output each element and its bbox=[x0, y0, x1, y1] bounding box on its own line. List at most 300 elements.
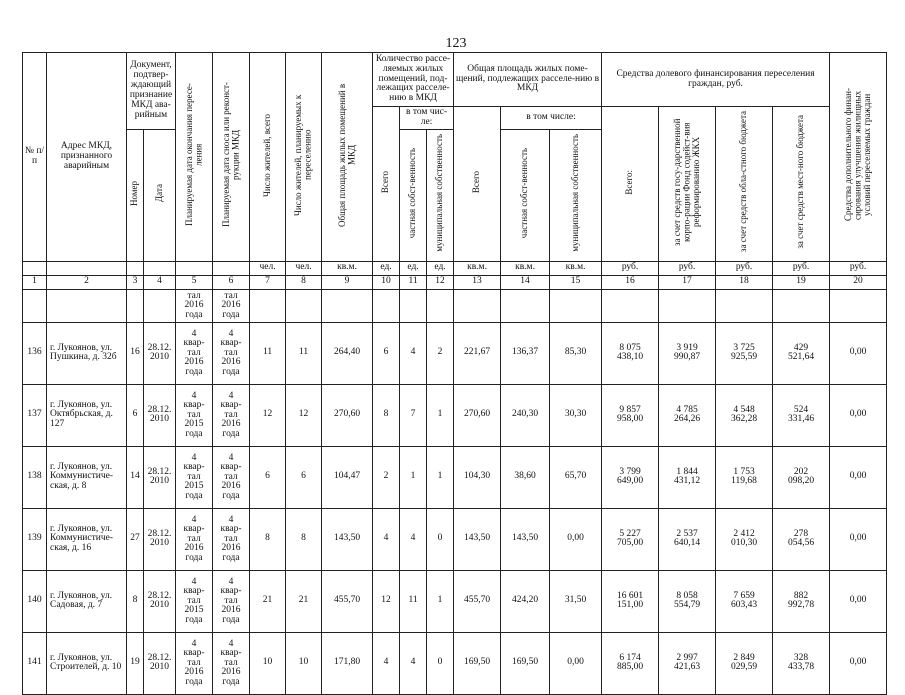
date-line: года bbox=[222, 428, 240, 439]
row-num: 136 bbox=[23, 322, 47, 384]
money-line: 331,46 bbox=[787, 414, 815, 425]
money-line: 5 227 bbox=[619, 528, 641, 539]
money-line: 8 058 bbox=[676, 590, 698, 601]
column-number-cell: 12 bbox=[427, 275, 454, 289]
resettlement-table-container bbox=[22, 52, 886, 695]
unit-cell bbox=[23, 261, 47, 275]
date-line: 2016 bbox=[184, 667, 204, 678]
date-line: года bbox=[222, 552, 240, 563]
date-line: тал bbox=[224, 347, 238, 358]
money-line: 521,64 bbox=[787, 352, 815, 363]
money-line: 438,10 bbox=[616, 352, 644, 363]
row-residents-total: 10 bbox=[250, 632, 286, 694]
row-area-private: 169,50 bbox=[501, 632, 550, 694]
row-address: г. Лукоянов, ул. Садовая, д. 7 bbox=[47, 570, 127, 632]
table-row bbox=[23, 570, 887, 632]
row-area-municipal: 31,50 bbox=[550, 570, 602, 632]
date-line: квар- bbox=[183, 462, 205, 473]
header-funds-total: Всего: bbox=[602, 107, 659, 262]
row-num: 141 bbox=[23, 632, 47, 694]
date-line: 2015 bbox=[184, 605, 204, 616]
row-end-date bbox=[176, 384, 213, 446]
continuation-cell bbox=[602, 289, 659, 322]
money-line: 119,68 bbox=[731, 476, 757, 487]
row-funds-fund bbox=[659, 508, 716, 570]
row-funds-total bbox=[602, 446, 659, 508]
unit-cell: руб. bbox=[716, 261, 773, 275]
row-funds-local bbox=[773, 508, 830, 570]
header-area-incl: в том числе: bbox=[501, 107, 602, 130]
date-line: 4 bbox=[191, 638, 197, 649]
date-line: 2016 bbox=[184, 357, 204, 368]
header-rooms-incl: в том чис-ле: bbox=[400, 107, 454, 130]
money-line: 649,00 bbox=[616, 476, 644, 487]
date-line: 4 bbox=[228, 328, 234, 339]
row-rooms-municipal: 0 bbox=[427, 508, 454, 570]
row-funds-total bbox=[602, 322, 659, 384]
date-line: 4 bbox=[191, 576, 197, 587]
continuation-cell bbox=[400, 289, 427, 322]
row-residents-planned: 6 bbox=[286, 446, 322, 508]
row-funds-local bbox=[773, 632, 830, 694]
row-rooms-municipal: 1 bbox=[427, 384, 454, 446]
row-total-area: 171,80 bbox=[322, 632, 373, 694]
date-line: года bbox=[185, 552, 203, 563]
row-rooms-private: 4 bbox=[400, 632, 427, 694]
row-area-private: 136,37 bbox=[501, 322, 550, 384]
row-rooms-total: 8 bbox=[373, 384, 400, 446]
money-line: 421,63 bbox=[673, 662, 701, 673]
row-area-municipal: 85,30 bbox=[550, 322, 602, 384]
continuation-line: тал bbox=[224, 290, 238, 301]
row-doc-number: 19 bbox=[127, 632, 144, 694]
table-row bbox=[23, 508, 887, 570]
money-line: 16 601 bbox=[616, 590, 644, 601]
row-rooms-total: 4 bbox=[373, 508, 400, 570]
row-area-total: 143,50 bbox=[454, 508, 501, 570]
unit-cell: руб. bbox=[773, 261, 830, 275]
date-line: года bbox=[185, 676, 203, 687]
column-number-cell: 20 bbox=[830, 275, 887, 289]
date-line: 4 bbox=[228, 638, 234, 649]
money-line: 3 725 bbox=[733, 342, 755, 353]
row-funds-total bbox=[602, 384, 659, 446]
row-funds-region bbox=[716, 570, 773, 632]
date-line: 4 bbox=[191, 514, 197, 525]
money-line: 885,00 bbox=[616, 662, 644, 673]
row-rooms-private: 4 bbox=[400, 508, 427, 570]
money-line: 882 bbox=[793, 590, 809, 601]
continuation-cell bbox=[659, 289, 716, 322]
row-funds-additional: 0,00 bbox=[830, 570, 887, 632]
continuation-cell bbox=[23, 289, 47, 322]
row-area-total: 221,67 bbox=[454, 322, 501, 384]
row-funds-region bbox=[716, 446, 773, 508]
money-line: 098,20 bbox=[787, 476, 815, 487]
money-line: 202 bbox=[793, 466, 809, 477]
row-residents-planned: 11 bbox=[286, 322, 322, 384]
date-line: квар- bbox=[183, 648, 205, 659]
row-residents-total: 12 bbox=[250, 384, 286, 446]
date-line: квар- bbox=[220, 338, 242, 349]
row-address: г. Лукоянов, ул. Октябрьская, д. 127 bbox=[47, 384, 127, 446]
continuation-cell bbox=[127, 289, 144, 322]
row-area-municipal: 0,00 bbox=[550, 632, 602, 694]
row-address: г. Лукоянов, ул. Пушкина, д. 32б bbox=[47, 322, 127, 384]
money-line: 992,78 bbox=[787, 600, 815, 611]
row-demolition-date bbox=[213, 508, 250, 570]
money-line: 925,59 bbox=[730, 352, 758, 363]
unit-cell: кв.м. bbox=[501, 261, 550, 275]
date-line: 2016 bbox=[221, 481, 241, 492]
row-total-area: 270,60 bbox=[322, 384, 373, 446]
date-line: тал bbox=[224, 409, 238, 420]
continuation-cell bbox=[773, 289, 830, 322]
column-number-cell: 13 bbox=[454, 275, 501, 289]
row-rooms-private: 7 bbox=[400, 384, 427, 446]
row-funds-additional: 0,00 bbox=[830, 632, 887, 694]
row-funds-fund bbox=[659, 384, 716, 446]
row-funds-fund bbox=[659, 322, 716, 384]
header-rooms-total: Всего bbox=[373, 107, 400, 262]
row-residents-total: 21 bbox=[250, 570, 286, 632]
header-rooms-municipal: муниципальная собственность bbox=[427, 129, 454, 261]
continuation-cell bbox=[250, 289, 286, 322]
row-address: г. Лукоянов, ул. Коммунистиче-ская, д. 8 bbox=[47, 446, 127, 508]
header-total-area: Общая площадь жилых помещений в МКД bbox=[322, 53, 373, 262]
column-number-cell: 3 bbox=[127, 275, 144, 289]
header-residents-total: Число жителей, всего bbox=[250, 53, 286, 262]
money-line: 3 799 bbox=[619, 466, 641, 477]
unit-cell bbox=[176, 261, 213, 275]
row-area-municipal: 30,30 bbox=[550, 384, 602, 446]
money-line: 958,00 bbox=[616, 414, 644, 425]
column-number-cell: 8 bbox=[286, 275, 322, 289]
row-doc-number: 6 bbox=[127, 384, 144, 446]
money-line: 6 174 bbox=[619, 652, 641, 663]
row-rooms-private: 4 bbox=[400, 322, 427, 384]
date-line: тал bbox=[187, 533, 201, 544]
row-num: 139 bbox=[23, 508, 47, 570]
date-line: 2016 bbox=[184, 543, 204, 554]
date-line: тал bbox=[224, 595, 238, 606]
continuation-cell bbox=[47, 289, 127, 322]
money-line: 2 849 bbox=[733, 652, 755, 663]
column-number-cell: 10 bbox=[373, 275, 400, 289]
unit-cell bbox=[144, 261, 176, 275]
date-line: 4 bbox=[191, 390, 197, 401]
continuation-cell bbox=[286, 289, 322, 322]
continuation-line: года bbox=[185, 309, 203, 320]
money-line: 264,26 bbox=[673, 414, 701, 425]
row-residents-planned: 8 bbox=[286, 508, 322, 570]
date-line: квар- bbox=[220, 524, 242, 535]
date-line: года bbox=[222, 366, 240, 377]
row-funds-local bbox=[773, 446, 830, 508]
header-num: № п/п bbox=[23, 53, 47, 262]
row-address: г. Лукоянов, ул. Строителей, д. 10 bbox=[47, 632, 127, 694]
header-address: Адрес МКД, признанного аварийным bbox=[47, 53, 127, 262]
row-funds-additional: 0,00 bbox=[830, 446, 887, 508]
row-rooms-municipal: 1 bbox=[427, 570, 454, 632]
money-line: 1 753 bbox=[733, 466, 755, 477]
row-funds-additional: 0,00 bbox=[830, 384, 887, 446]
date-line: квар- bbox=[183, 586, 205, 597]
money-line: 362,28 bbox=[730, 414, 758, 425]
row-funds-region bbox=[716, 384, 773, 446]
date-line: тал bbox=[187, 409, 201, 420]
row-demolition-date bbox=[213, 384, 250, 446]
date-line: тал bbox=[224, 657, 238, 668]
continuation-cell bbox=[501, 289, 550, 322]
header-funds-region: за счет средств обла-стного бюджета bbox=[716, 107, 773, 262]
continuation-cell bbox=[427, 289, 454, 322]
continuation-cell bbox=[454, 289, 501, 322]
date-line: тал bbox=[187, 471, 201, 482]
date-line: тал bbox=[187, 657, 201, 668]
continuation-cell bbox=[322, 289, 373, 322]
continuation-line: года bbox=[222, 309, 240, 320]
row-rooms-municipal: 2 bbox=[427, 322, 454, 384]
row-area-private: 240,30 bbox=[501, 384, 550, 446]
money-line: 554,79 bbox=[673, 600, 701, 611]
row-end-date bbox=[176, 632, 213, 694]
continuation-cell bbox=[144, 289, 176, 322]
resettlement-table bbox=[22, 52, 887, 695]
row-rooms-total: 12 bbox=[373, 570, 400, 632]
row-residents-planned: 12 bbox=[286, 384, 322, 446]
unit-cell bbox=[47, 261, 127, 275]
row-rooms-total: 6 bbox=[373, 322, 400, 384]
continuation-line: 2016 bbox=[184, 300, 204, 311]
date-line: 2015 bbox=[184, 419, 204, 430]
row-residents-total: 8 bbox=[250, 508, 286, 570]
continuation-cell bbox=[716, 289, 773, 322]
date-line: квар- bbox=[220, 462, 242, 473]
row-funds-region bbox=[716, 508, 773, 570]
header-doc-date: Дата bbox=[144, 129, 176, 261]
column-number-cell: 14 bbox=[501, 275, 550, 289]
date-line: квар- bbox=[183, 524, 205, 535]
column-number-cell: 17 bbox=[659, 275, 716, 289]
money-line: 603,43 bbox=[730, 600, 758, 611]
date-line: 2016 bbox=[221, 419, 241, 430]
row-area-total: 270,60 bbox=[454, 384, 501, 446]
date-line: года bbox=[222, 614, 240, 625]
money-line: 2 412 bbox=[733, 528, 755, 539]
row-demolition-date bbox=[213, 446, 250, 508]
row-funds-additional: 0,00 bbox=[830, 508, 887, 570]
date-line: 4 bbox=[228, 576, 234, 587]
row-doc-number: 8 bbox=[127, 570, 144, 632]
date-line: тал bbox=[224, 533, 238, 544]
header-funds-local: за счет средств мест-ного бюджета bbox=[773, 107, 830, 262]
row-doc-date: 28.12. 2010 bbox=[144, 322, 176, 384]
row-funds-local bbox=[773, 384, 830, 446]
row-total-area: 143,50 bbox=[322, 508, 373, 570]
unit-cell: ед. bbox=[427, 261, 454, 275]
row-demolition-date bbox=[213, 632, 250, 694]
date-line: 2016 bbox=[221, 543, 241, 554]
row-residents-planned: 21 bbox=[286, 570, 322, 632]
date-line: тал bbox=[187, 595, 201, 606]
continuation-cell bbox=[176, 289, 213, 322]
money-line: 328 bbox=[793, 652, 809, 663]
row-rooms-municipal: 1 bbox=[427, 446, 454, 508]
column-number-cell: 2 bbox=[47, 275, 127, 289]
row-end-date bbox=[176, 508, 213, 570]
date-line: года bbox=[185, 428, 203, 439]
money-line: 278 bbox=[793, 528, 809, 539]
continuation-cell bbox=[373, 289, 400, 322]
column-number-cell: 4 bbox=[144, 275, 176, 289]
unit-cell: кв.м. bbox=[322, 261, 373, 275]
date-line: 2016 bbox=[221, 357, 241, 368]
date-line: квар- bbox=[220, 400, 242, 411]
row-area-private: 38,60 bbox=[501, 446, 550, 508]
unit-cell: руб. bbox=[659, 261, 716, 275]
unit-cell: руб. bbox=[830, 261, 887, 275]
date-line: тал bbox=[224, 471, 238, 482]
money-line: 429 bbox=[793, 342, 809, 353]
header-rooms-group: Количество рассе-ляемых жилых помещений, под-лежащих расселе-нию в МКД bbox=[373, 53, 454, 107]
date-line: 4 bbox=[228, 452, 234, 463]
table-row bbox=[23, 446, 887, 508]
continuation-cell bbox=[830, 289, 887, 322]
table-row bbox=[23, 384, 887, 446]
money-line: 524 bbox=[793, 404, 809, 415]
money-line: 431,12 bbox=[673, 476, 701, 487]
units-row bbox=[23, 261, 887, 275]
row-residents-planned: 10 bbox=[286, 632, 322, 694]
header-area-municipal: муниципальная собственность bbox=[550, 129, 602, 261]
continuation-cell bbox=[550, 289, 602, 322]
column-number-cell: 18 bbox=[716, 275, 773, 289]
header-funds-group: Средства долевого финансирования переселения граждан, руб. bbox=[602, 53, 830, 107]
money-line: 1 844 bbox=[676, 466, 698, 477]
row-rooms-municipal: 0 bbox=[427, 632, 454, 694]
date-line: года bbox=[185, 614, 203, 625]
money-line: 640,14 bbox=[673, 538, 701, 549]
row-funds-fund bbox=[659, 446, 716, 508]
date-line: квар- bbox=[183, 400, 205, 411]
continuation-cell bbox=[213, 289, 250, 322]
row-end-date bbox=[176, 322, 213, 384]
money-line: 9 857 bbox=[619, 404, 641, 415]
row-doc-date: 28.12. 2010 bbox=[144, 446, 176, 508]
money-line: 7 659 bbox=[733, 590, 755, 601]
row-area-total: 455,70 bbox=[454, 570, 501, 632]
row-doc-date: 28.12. 2010 bbox=[144, 508, 176, 570]
row-total-area: 455,70 bbox=[322, 570, 373, 632]
header-funds-fund: за счет средств госу-дарственной корпо-рации Фонд содейст-вия реформированию ЖКХ bbox=[659, 107, 716, 262]
date-line: года bbox=[222, 490, 240, 501]
money-line: 029,59 bbox=[730, 662, 758, 673]
column-number-cell: 5 bbox=[176, 275, 213, 289]
money-line: 990,87 bbox=[673, 352, 701, 363]
column-number-cell: 1 bbox=[23, 275, 47, 289]
money-line: 4 548 bbox=[733, 404, 755, 415]
row-rooms-total: 2 bbox=[373, 446, 400, 508]
unit-cell: чел. bbox=[286, 261, 322, 275]
header-area-group: Общая площадь жилых поме-щений, подлежащих расселе-нию в МКД bbox=[454, 53, 602, 107]
header-area-private: частная собст-венность bbox=[501, 129, 550, 261]
row-funds-additional: 0,00 bbox=[830, 322, 887, 384]
row-funds-total bbox=[602, 632, 659, 694]
money-line: 054,56 bbox=[787, 538, 815, 549]
row-rooms-total: 4 bbox=[373, 632, 400, 694]
row-funds-total bbox=[602, 508, 659, 570]
row-address: г. Лукоянов, ул. Коммунистиче-ская, д. 16 bbox=[47, 508, 127, 570]
row-demolition-date bbox=[213, 322, 250, 384]
unit-cell: кв.м. bbox=[454, 261, 501, 275]
row-doc-number: 14 bbox=[127, 446, 144, 508]
row-funds-region bbox=[716, 632, 773, 694]
unit-cell: чел. bbox=[250, 261, 286, 275]
unit-cell: ед. bbox=[400, 261, 427, 275]
date-line: 2016 bbox=[221, 667, 241, 678]
table-row bbox=[23, 632, 887, 694]
date-line: года bbox=[185, 366, 203, 377]
row-rooms-private: 1 bbox=[400, 446, 427, 508]
row-demolition-date bbox=[213, 570, 250, 632]
money-line: 433,78 bbox=[787, 662, 815, 673]
row-total-area: 104,47 bbox=[322, 446, 373, 508]
column-number-cell: 9 bbox=[322, 275, 373, 289]
unit-cell: кв.м. bbox=[550, 261, 602, 275]
date-line: года bbox=[222, 676, 240, 687]
date-line: 2015 bbox=[184, 481, 204, 492]
date-line: 4 bbox=[228, 514, 234, 525]
unit-cell bbox=[127, 261, 144, 275]
row-funds-total bbox=[602, 570, 659, 632]
column-number-cell: 6 bbox=[213, 275, 250, 289]
date-line: 4 bbox=[191, 328, 197, 339]
column-number-cell: 19 bbox=[773, 275, 830, 289]
header-planned-end-date: Планируемая дата окончания пересе-ления bbox=[176, 53, 213, 262]
row-num: 137 bbox=[23, 384, 47, 446]
row-funds-fund bbox=[659, 570, 716, 632]
header-rooms-private: частная собст-венность bbox=[400, 129, 427, 261]
unit-cell: руб. bbox=[602, 261, 659, 275]
money-line: 8 075 bbox=[619, 342, 641, 353]
page-number: 123 bbox=[445, 36, 467, 51]
header-residents-planned: Число жителей, планируемых к переселению bbox=[286, 53, 322, 262]
money-line: 3 919 bbox=[676, 342, 698, 353]
row-area-municipal: 65,70 bbox=[550, 446, 602, 508]
row-end-date bbox=[176, 570, 213, 632]
date-line: квар- bbox=[220, 586, 242, 597]
money-line: 705,00 bbox=[616, 538, 644, 549]
continuation-row bbox=[23, 289, 887, 322]
column-number-row bbox=[23, 275, 887, 289]
row-area-private: 424,20 bbox=[501, 570, 550, 632]
row-funds-region bbox=[716, 322, 773, 384]
column-number-cell: 16 bbox=[602, 275, 659, 289]
row-doc-date: 28.12. 2010 bbox=[144, 632, 176, 694]
date-line: квар- bbox=[220, 648, 242, 659]
header-document: Документ, подтвер-ждающий признание МКД ава-рийным bbox=[127, 53, 176, 130]
row-residents-total: 11 bbox=[250, 322, 286, 384]
continuation-line: тал bbox=[187, 290, 201, 301]
row-end-date bbox=[176, 446, 213, 508]
row-area-private: 143,50 bbox=[501, 508, 550, 570]
row-rooms-private: 11 bbox=[400, 570, 427, 632]
money-line: 151,00 bbox=[616, 600, 644, 611]
date-line: 4 bbox=[191, 452, 197, 463]
column-number-cell: 7 bbox=[250, 275, 286, 289]
date-line: квар- bbox=[183, 338, 205, 349]
